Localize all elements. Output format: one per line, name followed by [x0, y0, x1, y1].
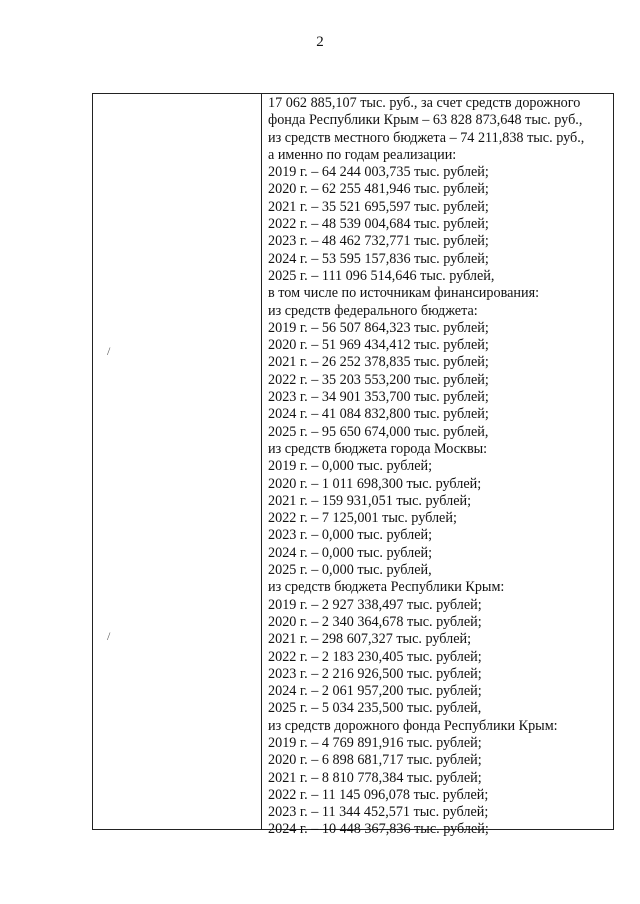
financing-line: 2025 г. – 111 096 514,646 тыс. рублей,: [268, 267, 495, 284]
financing-line: фонда Республики Крым – 63 828 873,648 тыс. руб.,: [268, 112, 583, 129]
financing-line: 2021 г. – 159 931,051 тыс. рублей;: [268, 492, 472, 509]
page-number: 2: [316, 34, 324, 50]
financing-line: 2023 г. – 2 216 926,500 тыс. рублей;: [268, 665, 482, 682]
financing-line: 2022 г. – 7 125,001 тыс. рублей;: [268, 510, 457, 527]
financing-line: 2019 г. – 56 507 864,323 тыс. рублей;: [268, 319, 489, 336]
financing-line: из средств бюджета города Москвы:: [268, 440, 488, 457]
financing-line: 2020 г. – 2 340 364,678 тыс. рублей;: [268, 613, 482, 630]
financing-line: из средств дорожного фонда Республики Крым:: [268, 717, 558, 734]
financing-line: а именно по годам реализации:: [268, 146, 457, 163]
financing-line: 2019 г. – 4 769 891,916 тыс. рублей;: [268, 734, 482, 751]
financing-line: 2024 г. – 2 061 957,200 тыс. рублей;: [268, 683, 482, 700]
financing-line: 2020 г. – 1 011 698,300 тыс. рублей;: [268, 475, 482, 492]
financing-line: 2019 г. – 2 927 338,497 тыс. рублей;: [268, 596, 482, 613]
financing-line: из средств местного бюджета – 74 211,838 тыс. руб.,: [268, 129, 585, 146]
scan-mark: /: [107, 344, 111, 358]
financing-line: 17 062 885,107 тыс. руб., за счет средств дорожного: [268, 95, 581, 111]
table-right-cell: [262, 94, 613, 838]
financing-line: 2021 г. – 8 810 778,384 тыс. рублей;: [268, 769, 482, 786]
financing-line: 2024 г. – 10 448 367,836 тыс. рублей;: [268, 821, 489, 838]
financing-line: 2020 г. – 6 898 681,717 тыс. рублей;: [268, 752, 482, 769]
financing-line: 2021 г. – 35 521 695,597 тыс. рублей;: [268, 198, 489, 215]
scan-mark: /: [107, 629, 111, 643]
financing-line: в том числе по источникам финансирования:: [268, 285, 540, 302]
financing-line: 2019 г. – 64 244 003,735 тыс. рублей;: [268, 164, 489, 181]
financing-line: 2022 г. – 11 145 096,078 тыс. рублей;: [268, 786, 489, 803]
financing-line: 2021 г. – 26 252 378,835 тыс. рублей;: [268, 354, 489, 371]
financing-line: 2024 г. – 53 595 157,836 тыс. рублей;: [268, 250, 489, 267]
financing-line: 2024 г. – 0,000 тыс. рублей;: [268, 544, 433, 561]
financing-line: 2024 г. – 41 084 832,800 тыс. рублей;: [268, 406, 489, 423]
financing-line: 2025 г. – 0,000 тыс. рублей,: [268, 562, 432, 579]
financing-line: из средств бюджета Республики Крым:: [268, 579, 505, 596]
financing-line: 2023 г. – 48 462 732,771 тыс. рублей;: [268, 233, 489, 250]
financing-line: 2019 г. – 0,000 тыс. рублей;: [268, 458, 433, 475]
financing-line: 2023 г. – 0,000 тыс. рублей;: [268, 527, 433, 544]
financing-line: 2020 г. – 62 255 481,946 тыс. рублей;: [268, 181, 489, 198]
financing-line: 2020 г. – 51 969 434,412 тыс. рублей;: [268, 337, 489, 354]
financing-line: 2021 г. – 298 607,327 тыс. рублей;: [268, 631, 472, 648]
financing-line: 2023 г. – 34 901 353,700 тыс. рублей;: [268, 389, 489, 406]
financing-table: [92, 93, 614, 838]
financing-line: 2025 г. – 5 034 235,500 тыс. рублей,: [268, 700, 482, 717]
financing-line: 2022 г. – 48 539 004,684 тыс. рублей;: [268, 216, 489, 233]
financing-line: 2025 г. – 95 650 674,000 тыс. рублей,: [268, 423, 489, 440]
financing-line: из средств федерального бюджета:: [268, 302, 478, 319]
financing-line: 2022 г. – 35 203 553,200 тыс. рублей;: [268, 371, 489, 388]
financing-line: 2022 г. – 2 183 230,405 тыс. рублей;: [268, 648, 482, 665]
table-left-cell: [93, 94, 262, 829]
financing-line: 2023 г. – 11 344 452,571 тыс. рублей;: [268, 804, 489, 821]
